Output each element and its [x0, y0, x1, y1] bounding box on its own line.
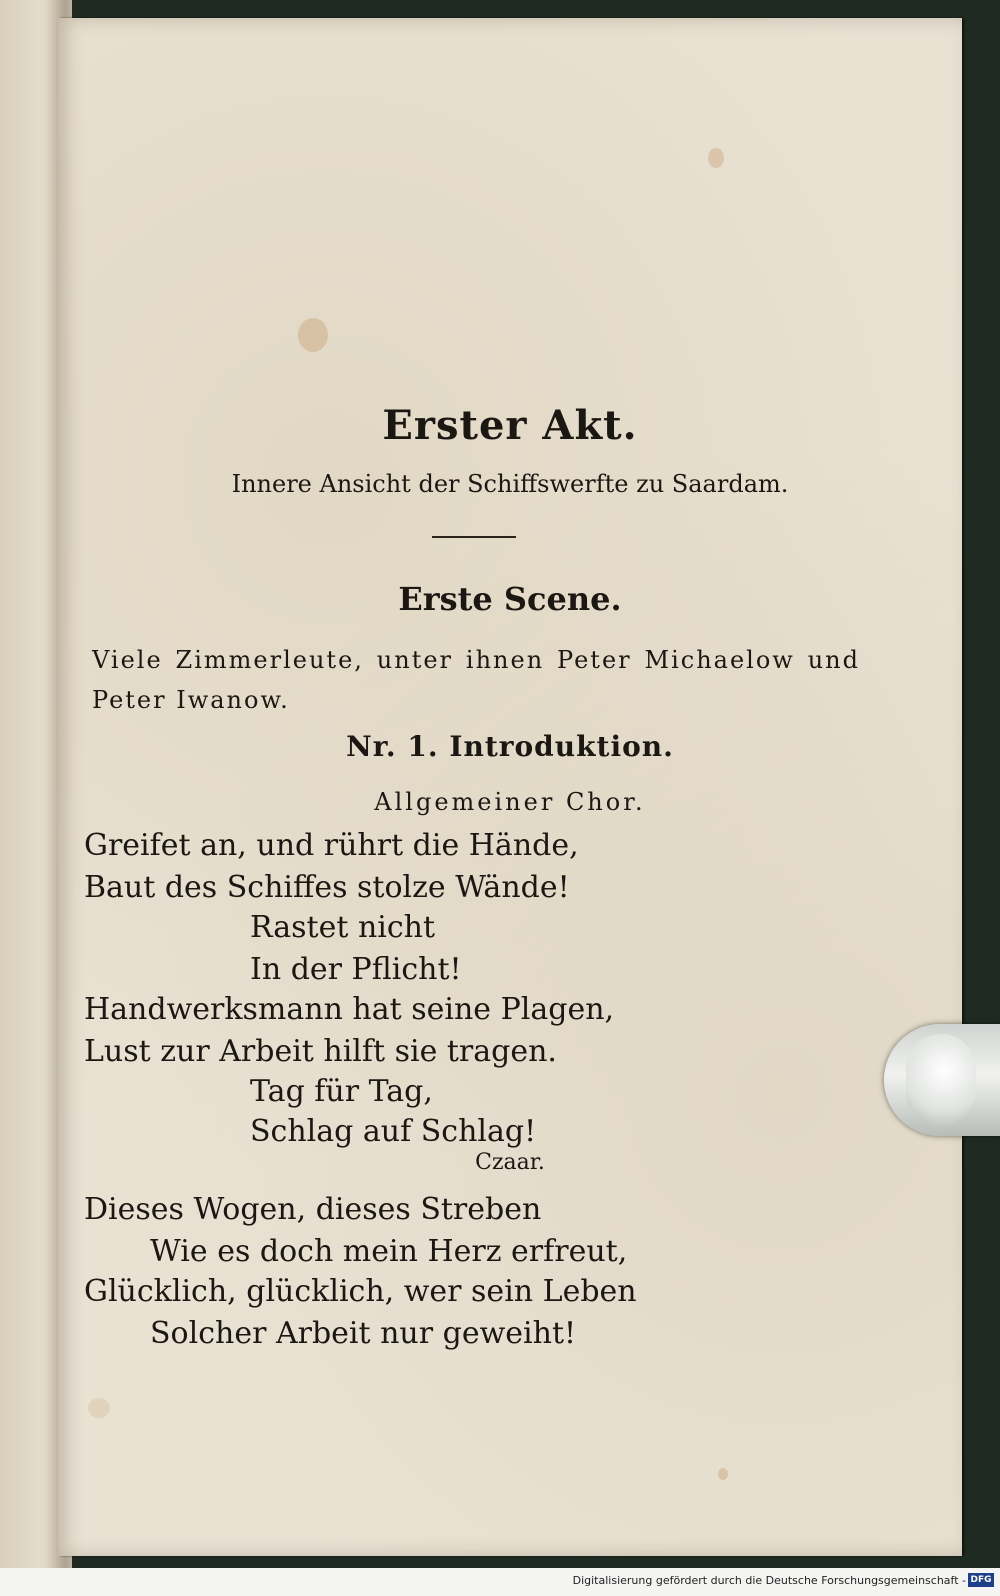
verse-line: Wie es doch mein Herz erfreut,	[150, 1234, 628, 1269]
verse-line: Lust zur Arbeit hilft sie tragen.	[84, 1034, 557, 1069]
paper-stain	[298, 318, 328, 352]
page-clip-highlight	[906, 1034, 976, 1126]
scene-title: Erste Scene.	[398, 580, 622, 618]
paper-stain	[708, 148, 724, 168]
number-title: Nr. 1. Introduktion.	[346, 730, 674, 763]
speaker-chorus: Allgemeiner Chor.	[374, 788, 646, 816]
character-list: Viele Zimmerleute, unter ihnen Peter Michaelow und Peter Iwanow.	[92, 646, 860, 714]
verse-line: Solcher Arbeit nur geweiht!	[150, 1316, 577, 1351]
verse-line: Tag für Tag,	[250, 1074, 433, 1109]
verse-line: Handwerksmann hat seine Plagen,	[84, 992, 615, 1027]
verse-line: Greifet an, und rührt die Hände,	[84, 828, 579, 863]
speaker-czaar: Czaar.	[475, 1150, 545, 1175]
scene-setting: Innere Ansicht der Schiffswerfte zu Saardam.	[231, 470, 789, 498]
paper-stain	[88, 1398, 110, 1418]
digitization-credit: Digitalisierung gefördert durch die Deutsche Forschungsgemeinschaft -	[572, 1574, 966, 1587]
dfg-logo: DFG	[968, 1573, 994, 1587]
divider-rule	[432, 536, 516, 538]
paper-stain	[718, 1468, 728, 1480]
verse-line: Schlag auf Schlag!	[250, 1114, 537, 1149]
verse-line: Baut des Schiffes stolze Wände!	[84, 870, 570, 905]
act-title: Erster Akt.	[382, 402, 638, 449]
verse-line: In der Pflicht!	[250, 952, 462, 987]
verse-line: Dieses Wogen, dieses Streben	[84, 1192, 542, 1227]
verse-line: Glücklich, glücklich, wer sein Leben	[84, 1274, 637, 1309]
verse-line: Rastet nicht	[250, 910, 436, 945]
